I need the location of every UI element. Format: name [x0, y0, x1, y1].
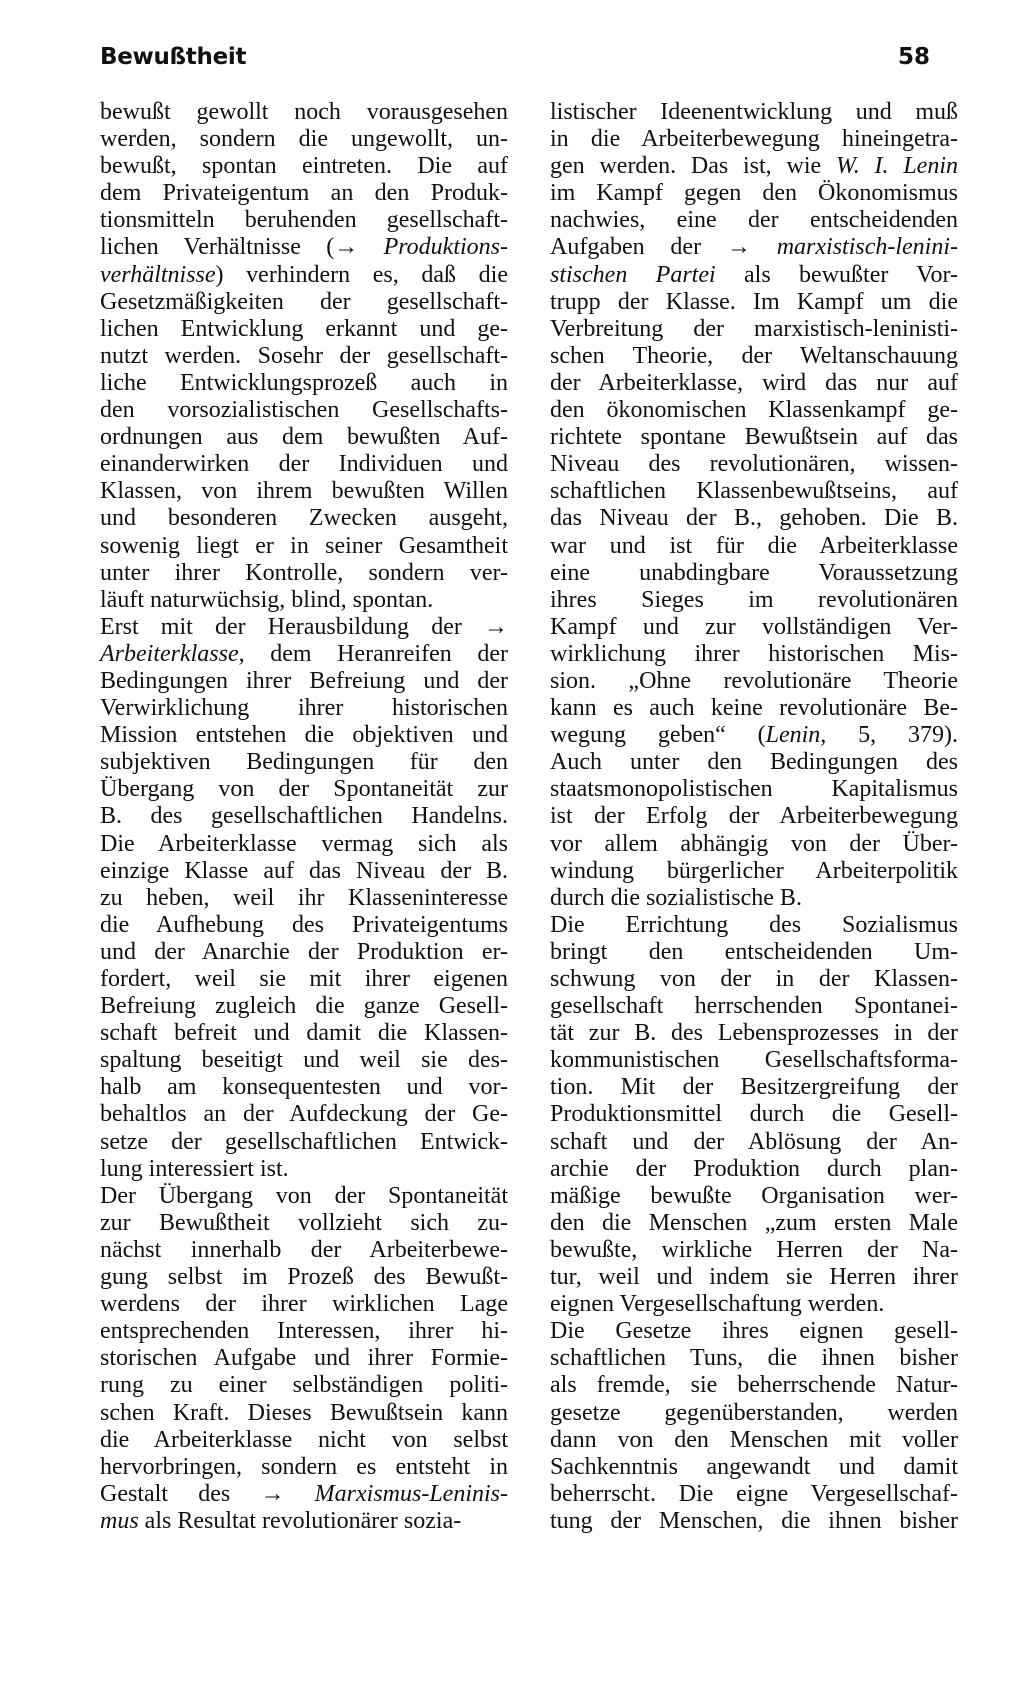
text-run: beherrscht. Die eigne Vergesellschaf-	[550, 1480, 958, 1507]
text-line	[100, 1020, 508, 1047]
text-run: einanderwirken der Individuen und	[100, 451, 508, 478]
text-line	[550, 424, 958, 451]
text-line	[550, 451, 958, 478]
text-line	[550, 1318, 958, 1345]
text-line	[100, 1264, 508, 1291]
text-line	[100, 1210, 508, 1237]
text-run: sion. „Ohne revolutionäre Theorie	[550, 667, 958, 694]
text-line	[550, 99, 958, 126]
text-run: ordnungen aus dem bewußten Auf-	[100, 424, 508, 451]
text-run: gesellschaft herrschenden Spontanei-	[550, 993, 958, 1020]
italic-term: Lenin,	[765, 722, 827, 749]
cross-reference-arrow-icon: →	[726, 234, 777, 261]
text-line	[550, 614, 958, 641]
text-run: kommunistischen Gesellschaftsforma-	[550, 1047, 958, 1074]
text-run: trupp der Klasse. Im Kampf um die	[550, 288, 958, 315]
text-run: gung selbst im Prozeß des Bewußt-	[100, 1264, 508, 1291]
text-line	[100, 505, 508, 532]
text-run: ) verhindern es, daß die	[215, 261, 508, 288]
text-line	[550, 1291, 958, 1318]
text-run: spaltung beseitigt und weil sie des-	[100, 1047, 508, 1074]
text-run: tion. Mit der Besitzergreifung der	[550, 1074, 958, 1101]
text-run: unter ihrer Kontrolle, sondern ver-	[100, 559, 508, 586]
text-line	[550, 668, 958, 695]
text-line	[100, 343, 508, 370]
text-line	[100, 776, 508, 803]
text-run: schwung von der in der Klassen-	[550, 966, 958, 992]
text-line	[550, 1508, 958, 1535]
text-run: schen Kraft. Dieses Bewußtsein kann	[100, 1399, 508, 1426]
text-run: schaftlichen Tuns, die ihnen bisher	[550, 1345, 958, 1372]
text-line	[100, 1291, 508, 1318]
text-line	[100, 939, 508, 966]
text-run: nachwies, eine der entscheidenden	[550, 207, 958, 234]
text-run: Produktionsmittel durch die Gesell-	[550, 1101, 958, 1128]
text-run: gesetze gegenüberstanden, werden	[550, 1399, 958, 1426]
text-run: das Niveau der B., gehoben. Die B.	[550, 505, 958, 532]
text-run: Gestalt des	[100, 1480, 261, 1507]
text-run: dem Heranreifen der	[244, 640, 508, 667]
text-line	[550, 370, 958, 397]
page-header	[0, 0, 1024, 80]
text-line	[100, 1129, 508, 1156]
text-run: schaft und der Ablösung der An-	[550, 1128, 958, 1155]
text-line	[550, 533, 958, 560]
text-run: lichen Verhältnisse (	[100, 234, 335, 261]
text-run: mäßige bewußte Organisation wer-	[550, 1182, 958, 1209]
text-run: Der Übergang von der Spontaneität	[100, 1182, 508, 1209]
italic-term: Produktions-	[383, 234, 508, 261]
text-line	[550, 1156, 958, 1183]
text-line	[550, 912, 958, 939]
text-line	[100, 858, 508, 885]
text-line	[550, 1264, 958, 1291]
text-run: Verwirklichung ihrer historischen	[100, 695, 508, 722]
text-line	[550, 1481, 958, 1508]
text-run: war und ist für die Arbeiterklasse	[550, 532, 958, 559]
text-run: zur Bewußtheit vollzieht sich zu-	[100, 1209, 508, 1236]
text-line	[100, 397, 508, 424]
text-run: und der Anarchie der Produktion er-	[100, 938, 508, 965]
text-line	[100, 1318, 508, 1345]
text-run: Klassen, von ihrem bewußten Willen	[100, 478, 508, 505]
text-line	[100, 1427, 508, 1454]
text-run: vor allem abhängig von der Über-	[550, 830, 958, 857]
text-line	[100, 749, 508, 776]
text-line	[100, 451, 508, 478]
text-run: durch die sozialistische B.	[550, 884, 802, 911]
text-run: tät zur B. des Lebensprozesses in der	[550, 1020, 958, 1047]
running-head: Bewußtheit	[100, 44, 247, 70]
text-line	[550, 641, 958, 668]
text-line	[100, 126, 508, 153]
text-run: bewußt, spontan eintreten. Die auf	[100, 153, 508, 180]
text-run: und besonderen Zwecken ausgeht,	[100, 505, 508, 532]
text-line	[100, 803, 508, 830]
text-run: wegung geben“ (	[550, 722, 766, 749]
text-run: Befreiung zugleich die ganze Gesell-	[100, 993, 508, 1020]
text-line	[550, 1047, 958, 1074]
text-line	[100, 180, 508, 207]
text-line	[100, 1237, 508, 1264]
text-line	[100, 1400, 508, 1427]
text-line	[100, 262, 508, 289]
text-run: den vorsozialistischen Gesellschafts-	[100, 397, 508, 424]
text-line	[550, 126, 958, 153]
text-run: tur, weil und indem sie Herren ihrer	[550, 1264, 958, 1291]
text-line	[550, 505, 958, 532]
text-line	[100, 885, 508, 912]
text-run: einzige Klasse auf das Niveau der B.	[100, 857, 508, 884]
text-line	[550, 831, 958, 858]
cross-reference-arrow-icon: →	[484, 613, 508, 640]
text-run: liche Entwicklungsprozeß auch in	[100, 369, 508, 396]
text-run: den die Menschen „zum ersten Male	[550, 1209, 958, 1236]
text-run: lichen Entwicklung erkannt und ge-	[100, 315, 508, 342]
italic-term: Arbeiterklasse,	[100, 640, 245, 667]
text-run: Verbreitung der marxistisch-leninisti-	[550, 315, 958, 342]
text-run: schen Theorie, der Weltanschauung	[550, 342, 958, 369]
page-number: 58	[898, 44, 931, 70]
italic-term: marxistisch-lenini-	[776, 234, 959, 261]
text-run: Die Arbeiterklasse vermag sich als	[100, 830, 508, 857]
text-line	[550, 858, 958, 885]
text-run: lung interessiert ist.	[100, 1155, 289, 1182]
text-run: nächst innerhalb der Arbeiterbewe-	[100, 1236, 508, 1263]
text-line	[100, 831, 508, 858]
text-line	[550, 695, 958, 722]
text-line	[100, 587, 508, 614]
text-line	[550, 966, 958, 993]
text-run: ihres Sieges im revolutionären	[550, 586, 958, 613]
text-line	[100, 993, 508, 1020]
text-line	[550, 289, 958, 316]
text-line	[550, 1372, 958, 1399]
text-line	[550, 1210, 958, 1237]
text-run: in die Arbeiterbewegung hineingetra-	[550, 126, 958, 153]
text-line	[550, 885, 958, 912]
text-run: rung zu einer selbständigen politi-	[100, 1372, 508, 1399]
text-line	[100, 1183, 508, 1210]
text-run: richtete spontane Bewußtsein auf das	[550, 424, 958, 451]
text-line	[100, 370, 508, 397]
text-run: setze der gesellschaftlichen Entwick-	[100, 1128, 508, 1155]
text-line	[100, 641, 508, 668]
text-line	[550, 722, 958, 749]
text-line	[100, 614, 508, 641]
text-line	[100, 1481, 508, 1508]
text-line	[550, 1427, 958, 1454]
text-line	[100, 668, 508, 695]
cross-reference-arrow-icon: →	[260, 1480, 315, 1507]
text-run: tionsmitteln beruhenden gesellschaft-	[100, 207, 508, 234]
text-run: Gesetzmäßigkeiten der gesellschaft-	[100, 288, 508, 315]
text-line	[100, 99, 508, 126]
text-run: im Kampf gegen den Ökonomismus	[550, 180, 958, 207]
text-line	[550, 478, 958, 505]
text-line	[100, 1156, 508, 1183]
text-run: tung der Menschen, die ihnen bisher	[550, 1507, 958, 1534]
text-line	[550, 560, 958, 587]
text-run: fordert, weil sie mit ihrer eigenen	[100, 966, 508, 992]
text-run: listischer Ideenentwicklung und muß	[550, 99, 958, 125]
cross-reference-arrow-icon: →	[334, 234, 384, 261]
text-run: gen werden. Das ist, wie	[550, 153, 836, 180]
text-line	[550, 316, 958, 343]
text-run: zu heben, weil ihr Klasseninteresse	[100, 884, 508, 911]
text-line	[550, 803, 958, 830]
text-line	[550, 587, 958, 614]
text-line	[550, 1020, 958, 1047]
text-run: werden, sondern die ungewollt, un-	[100, 126, 508, 153]
text-run: ist der Erfolg der Arbeiterbewegung	[550, 803, 958, 830]
text-line	[100, 1454, 508, 1481]
text-line	[100, 1101, 508, 1128]
text-run: als Resultat revolutionärer sozia-	[138, 1507, 462, 1534]
text-run: Aufgaben der	[550, 234, 727, 261]
text-run: hervorbringen, sondern es entsteht in	[100, 1453, 508, 1480]
text-run: windung bürgerlicher Arbeiterpolitik	[550, 857, 958, 884]
text-line	[100, 722, 508, 749]
text-run: B. des gesellschaftlichen Handelns.	[100, 803, 508, 830]
text-line	[550, 397, 958, 424]
text-run: läuft naturwüchsig, blind, spontan.	[100, 586, 434, 613]
text-line	[550, 207, 958, 234]
text-run: dem Privateigentum an den Produk-	[100, 180, 508, 207]
text-line	[100, 533, 508, 560]
text-run: storischen Aufgabe und ihrer Formie-	[100, 1345, 508, 1372]
text-line	[550, 939, 958, 966]
text-line	[550, 749, 958, 776]
text-run: bewußt gewollt noch vorausgesehen	[100, 99, 508, 125]
text-run: eignen Vergesellschaftung werden.	[550, 1291, 885, 1318]
italic-term: stischen Partei	[550, 261, 716, 288]
text-run: als bewußter Vor-	[715, 261, 959, 288]
text-line	[550, 1183, 958, 1210]
text-run: Mission entstehen die objektiven und	[100, 722, 508, 749]
text-run: behaltlos an der Aufdeckung der Ge-	[100, 1101, 508, 1128]
text-line	[100, 1508, 508, 1535]
text-line	[100, 560, 508, 587]
text-run: Sachkenntnis angewandt und damit	[550, 1453, 958, 1480]
text-run: werdens der ihrer wirklichen Lage	[100, 1291, 508, 1318]
text-line	[100, 316, 508, 343]
text-line	[550, 1129, 958, 1156]
text-run: bewußte, wirkliche Herren der Na-	[550, 1236, 958, 1263]
text-run: die Arbeiterklasse nicht von selbst	[100, 1426, 508, 1453]
text-line	[100, 966, 508, 993]
text-line	[100, 1345, 508, 1372]
text-run: dann von den Menschen mit voller	[550, 1426, 958, 1453]
text-run: bringt den entscheidenden Um-	[550, 938, 958, 965]
text-line	[100, 1047, 508, 1074]
text-column-left	[100, 99, 508, 1535]
text-line	[550, 343, 958, 370]
text-run: wirklichung ihrer historischen Mis-	[550, 640, 958, 667]
text-line	[100, 695, 508, 722]
text-run: kann es auch keine revolutionäre Be-	[550, 695, 958, 722]
text-run: subjektiven Bedingungen für den	[100, 749, 508, 776]
text-line	[100, 912, 508, 939]
text-run: archie der Produktion durch plan-	[550, 1155, 958, 1182]
text-line	[100, 424, 508, 451]
text-line	[550, 1237, 958, 1264]
text-line	[100, 1074, 508, 1101]
text-line	[100, 1372, 508, 1399]
text-run: Die Gesetze ihres eignen gesell-	[550, 1318, 958, 1345]
text-run: den ökonomischen Klassenkampf ge-	[550, 397, 958, 424]
text-line	[550, 1400, 958, 1427]
text-line	[100, 478, 508, 505]
text-run: Die Errichtung des Sozialismus	[550, 911, 958, 938]
text-run: Bedingungen ihrer Befreiung und der	[100, 667, 508, 694]
text-line	[550, 262, 958, 289]
text-run: Auch unter den Bedingungen des	[550, 749, 958, 776]
text-line	[550, 1345, 958, 1372]
text-run: die Aufhebung des Privateigentums	[100, 911, 508, 938]
text-run: der Arbeiterklasse, wird das nur auf	[550, 369, 958, 396]
text-run: sowenig liegt er in seiner Gesamtheit	[100, 532, 508, 559]
text-run: Erst mit der Herausbildung der	[100, 613, 484, 640]
text-line	[550, 1454, 958, 1481]
text-line	[550, 993, 958, 1020]
text-run: Übergang von der Spontaneität zur	[100, 776, 508, 803]
text-line	[100, 289, 508, 316]
text-run: staatsmonopolistischen Kapitalismus	[550, 776, 958, 803]
text-column-right	[550, 99, 958, 1535]
text-run: schaft befreit und damit die Klassen-	[100, 1020, 508, 1047]
italic-term: Marxismus-Leninis-	[314, 1480, 508, 1507]
text-run: 5, 379).	[826, 722, 958, 749]
text-run: halb am konsequentesten und vor-	[100, 1074, 508, 1101]
text-line	[550, 776, 958, 803]
text-line	[550, 180, 958, 207]
italic-term: mus	[100, 1507, 139, 1534]
italic-term: verhältnisse	[100, 261, 216, 288]
text-line	[550, 153, 958, 180]
text-line	[100, 234, 508, 261]
text-line	[100, 207, 508, 234]
text-line	[100, 153, 508, 180]
text-run: Kampf und zur vollständigen Ver-	[550, 613, 958, 640]
italic-term: W. I. Lenin	[835, 153, 959, 180]
text-run: als fremde, sie beherrschende Natur-	[550, 1372, 958, 1399]
text-run: Niveau des revolutionären, wissen-	[550, 451, 958, 478]
text-run: eine unabdingbare Voraussetzung	[550, 559, 958, 586]
text-run: schaftlichen Klassenbewußtseins, auf	[550, 478, 958, 505]
text-run: nutzt werden. Sosehr der gesellschaft-	[100, 342, 508, 369]
text-run: entsprechenden Interessen, ihrer hi-	[100, 1318, 508, 1345]
text-line	[550, 1074, 958, 1101]
text-line	[550, 1101, 958, 1128]
text-line	[550, 234, 958, 261]
